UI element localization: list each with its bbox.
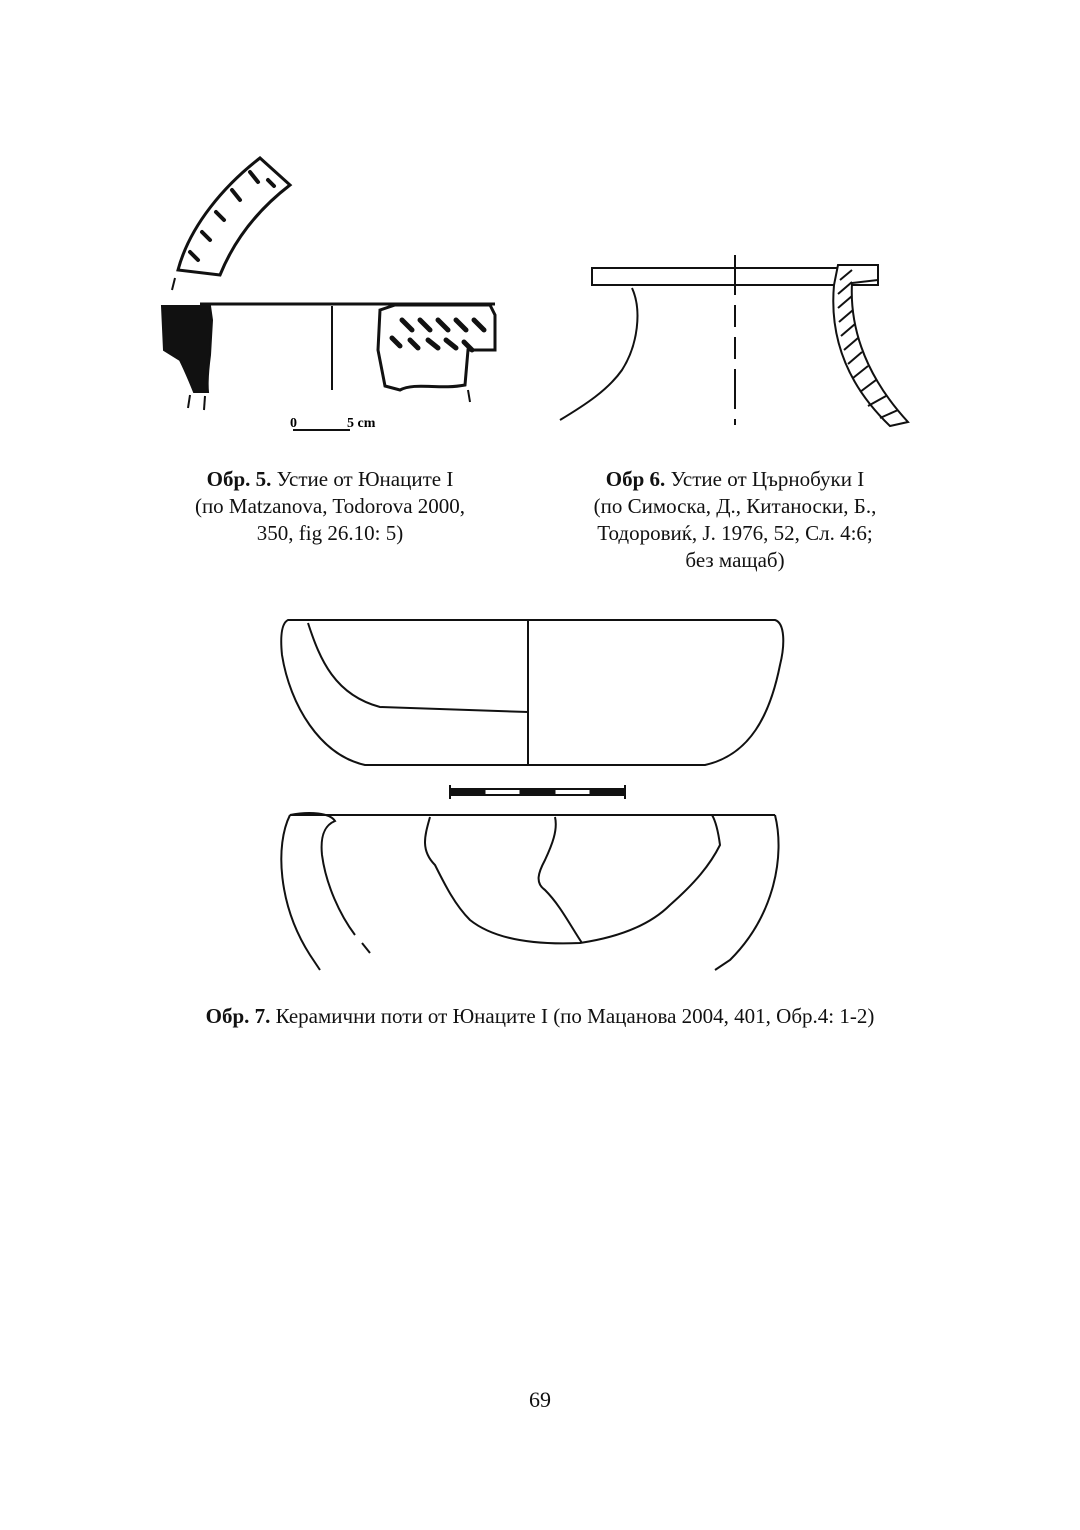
section-profile xyxy=(162,306,212,392)
caption-line: без мащаб) xyxy=(685,548,785,572)
bowl-2-left-wall xyxy=(281,815,320,970)
caption-text: Керамични поти от Юнаците I (по Мацанова 2004, 401, Обр.4: 1-2) xyxy=(275,1004,875,1028)
bowl-2-rim-profile xyxy=(290,813,355,935)
sherd-outline xyxy=(425,815,720,943)
vessel-contour xyxy=(560,288,637,420)
caption-line: Устие от Църнобуки I xyxy=(670,467,865,491)
caption-line: Тодоровиќ, Ј. 1976, 52, Сл. 4:6; xyxy=(597,521,873,545)
caption-label: Обр. 7. xyxy=(205,1004,271,1028)
caption-line: (по Matzanova, Todorova 2000, xyxy=(194,494,466,518)
figure-7-drawing xyxy=(270,615,795,975)
figure-7-caption xyxy=(60,1003,1020,1030)
bowl-1-inner-profile xyxy=(308,623,528,712)
bowl-2-right-wall xyxy=(715,815,779,970)
figure-5-drawing xyxy=(150,150,550,440)
scale-bar xyxy=(450,785,625,799)
scale-unit: 5 cm xyxy=(347,416,376,431)
scale-zero: 0 xyxy=(290,416,297,431)
caption-line: Устие от Юнаците I xyxy=(276,467,454,491)
sherd-crack xyxy=(539,817,582,943)
bowl-1-outline xyxy=(281,620,783,765)
page-number: 69 xyxy=(529,1387,551,1412)
figure-6-drawing xyxy=(550,250,920,440)
caption-line: 350, fig 26.10: 5) xyxy=(256,521,404,545)
caption-label: Обр. 5. xyxy=(206,467,272,491)
caption-label: Обр 6. xyxy=(605,467,666,491)
caption-line: (по Симоска, Д., Китаноски, Б., xyxy=(593,494,877,518)
figure-5-caption xyxy=(140,466,520,547)
figure-6-caption xyxy=(545,466,925,574)
